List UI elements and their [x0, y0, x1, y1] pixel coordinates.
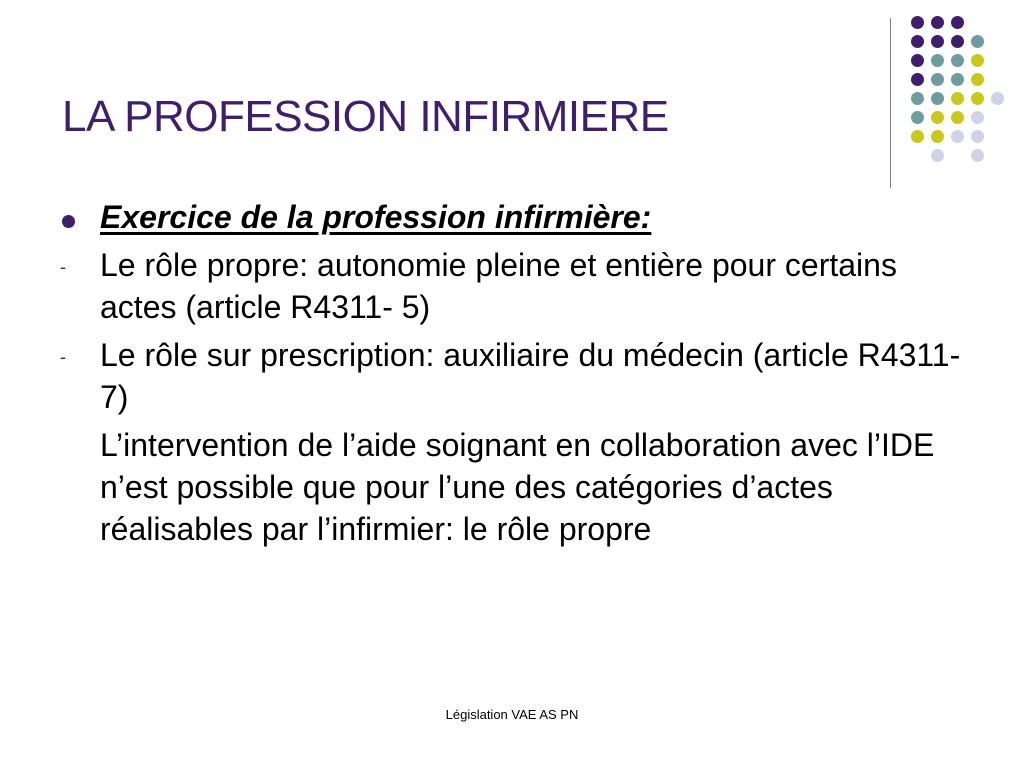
decorative-dot	[951, 92, 964, 105]
decorative-dot	[911, 16, 924, 29]
decorative-dot	[991, 92, 1004, 105]
list-item-text: L’intervention de l’aide soignant en collaboration avec l’IDE n’est possible que pour l’une des catégories d’actes réalisables par l’infirmier: le rôle propre	[100, 427, 935, 547]
decorative-dot	[931, 92, 944, 105]
decorative-dot	[971, 35, 984, 48]
slide-footer: Législation VAE AS PN	[445, 707, 579, 722]
decorative-dot	[971, 130, 984, 143]
dash-marker: -	[60, 257, 66, 277]
decorative-dot	[931, 54, 944, 67]
decorative-dot	[951, 35, 964, 48]
decorative-dot	[951, 73, 964, 86]
slide-title: LA PROFESSION INFIRMIERE	[62, 92, 669, 141]
decorative-dot	[911, 35, 924, 48]
list-item	[60, 244, 980, 328]
decorative-dot	[931, 16, 944, 29]
bullet-dot-icon	[60, 196, 75, 238]
list-item	[60, 424, 980, 550]
title-divider-line	[890, 18, 891, 188]
decorative-dot	[951, 130, 964, 143]
list-item	[60, 334, 980, 418]
decorative-dot	[911, 130, 924, 143]
slide-body	[60, 196, 980, 556]
decorative-dot	[971, 92, 984, 105]
decorative-dot	[911, 54, 924, 67]
decorative-dot	[971, 73, 984, 86]
decorative-dot	[931, 149, 944, 162]
section-heading: Exercice de la profession infirmière:	[100, 199, 652, 235]
decorative-dot	[911, 92, 924, 105]
decorative-dot	[931, 111, 944, 124]
decorative-dot	[931, 35, 944, 48]
list-item-text: Le rôle propre: autonomie pleine et entière pour certains actes (article R4311- 5)	[100, 247, 897, 325]
decorative-dot	[951, 16, 964, 29]
decorative-dot	[911, 73, 924, 86]
decorative-dot	[951, 54, 964, 67]
list-item-text: Le rôle sur prescription: auxiliaire du médecin (article R4311-7)	[100, 337, 961, 415]
decorative-dot	[931, 73, 944, 86]
dash-marker: -	[60, 347, 66, 367]
decorative-dot	[931, 130, 944, 143]
decorative-dot	[971, 111, 984, 124]
decorative-dot	[971, 149, 984, 162]
decorative-dot	[911, 111, 924, 124]
decorative-dot	[971, 54, 984, 67]
bullet-heading	[60, 196, 980, 238]
decorative-dot	[951, 111, 964, 124]
